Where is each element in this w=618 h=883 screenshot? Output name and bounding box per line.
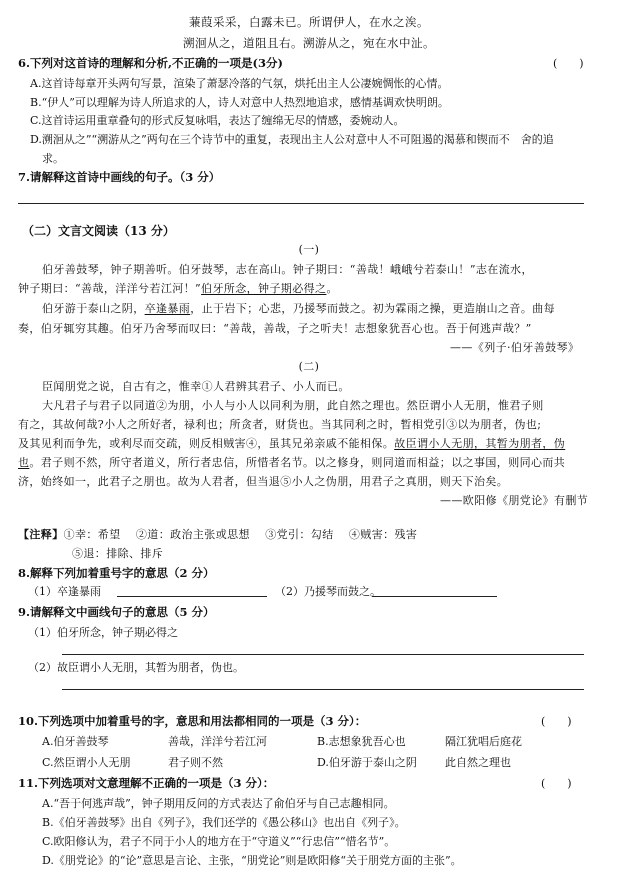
poem-line-1: 蒹葭采采，白露未已。所谓伊人，在水之涘。 <box>189 15 429 29</box>
question-11-answer-paren[interactable]: ( ) <box>541 777 572 790</box>
passage-2-para-2-line-2: 有之，其故何哉?小人之所好者，禄利也；所贪者，财货也。当其同利之时，暂相党引③以为朋者，伪也; <box>18 418 542 431</box>
question-6-answer-paren[interactable]: ( ) <box>553 57 584 70</box>
notes-line-1 <box>18 526 417 542</box>
passage-2-text: 。君子则不然，所守者道义，所行者忠信，所惜者名节。以之修身，则同道而相益；以之事国，则同心而共 <box>29 456 566 469</box>
passage-2-label: (二) <box>298 360 320 373</box>
passage-1-text-rest: ，止于岩下；心悲，乃援琴而鼓之。初为霖雨之操，更造崩山之音。曲每 <box>190 302 556 315</box>
passage-1-text-end: 。 <box>326 282 338 295</box>
question-10-option-d-left: D.伯牙游于泰山之阴 <box>317 756 417 769</box>
question-6-option-c: C.这首诗运用重章叠句的形式反复咏唱，表达了缠绵无尽的情感，委婉动人。 <box>30 114 405 127</box>
question-6-option-b: B.“伊人”可以理解为诗人所追求的人，诗人对意中人热烈地追求，感情基调欢快明朗。 <box>30 96 449 109</box>
question-11-option-d: D.《朋党论》的“论”意思是言论、主张，“朋党论”则是欧阳修“关于朋党方面的主张”。 <box>42 854 462 867</box>
notes-label: 【注释】 <box>18 528 64 541</box>
passage-2-text: 及其见利而争先，或利尽而交疏，则反相贼害④，虽其兄弟亲戚不能相保。 <box>18 437 395 450</box>
question-6-option-d-cont: 求。 <box>42 152 64 165</box>
question-10-answer-paren[interactable]: ( ) <box>541 715 572 728</box>
section-2-title: （二）文言文阅读（13 分） <box>22 224 175 238</box>
question-11-option-b: B.《伯牙善鼓琴》出自《列子》，我们还学的《愚公移山》也出自《列子》。 <box>42 816 406 829</box>
question-8-stem: 8.解释下列加着重号字的意思（2 分） <box>18 566 215 580</box>
passage-1-para-1-line-2 <box>18 280 338 296</box>
question-10-option-d-right: 此自然之理也 <box>445 756 511 769</box>
passage-1-text: 伯牙游于泰山之阴， <box>42 302 145 315</box>
passage-1-para-2-line-1 <box>42 300 555 316</box>
notes-text: ①幸：希望 ②道：政治主张或思想 ③党引：勾结 ④贼害：残害 <box>63 528 418 541</box>
question-6-option-a: A.这首诗每章开头两句写景，渲染了萧瑟冷落的气氛，烘托出主人公凄婉惆怅的心情。 <box>30 77 449 90</box>
passage-2-source: ——欧阳修《朋党论》有删节 <box>440 494 589 507</box>
question-9-item-2-answer-line[interactable] <box>62 689 584 690</box>
question-11-option-a: A.“吾于何逃声哉”，钟子期用反问的方式表达了俞伯牙与自己志趣相同。 <box>42 797 395 810</box>
passage-2-para-2-line-1: 大凡君子与君子以同道②为朋，小人与小人以同利为朋，此自然之理也。然臣谓小人无朋，惟君子则 <box>42 399 544 412</box>
notes-line-2: ⑤退：排除、排斥 <box>72 547 164 560</box>
question-7-stem: 7.请解释这首诗中画线的句子。（3 分） <box>18 170 221 184</box>
question-10-option-b-left: B.志想象犹吾心也 <box>317 735 406 748</box>
question-8-item-2: （2）乃援琴而鼓之。 <box>275 585 381 598</box>
question-9-stem: 9.请解释文中画线句子的意思（5 分） <box>18 605 215 619</box>
question-6-option-d: D.溯洄从之”“溯游从之”两句在三个诗节中的重复，表现出主人公对意中人不可阻遏的渴慕和锲而不 舍的追 <box>30 133 554 146</box>
question-8-item-1: （1）卒逢暴雨 <box>28 585 101 598</box>
passage-1-source: ——《列子·伯牙善鼓琴》 <box>450 341 580 354</box>
question-10-option-a-right: 善哉，洋洋兮若江河 <box>168 735 267 748</box>
passage-2-underlined-sentence: 故臣谓小人无朋，其暂为朋者，伪 <box>394 437 566 450</box>
question-10-option-a-left: A.伯牙善鼓琴 <box>42 735 109 748</box>
passage-2-para-2-line-3 <box>18 435 565 451</box>
question-10-stem: 10.下列选项中加着重号的字，意思和用法都相同的一项是（3 分）： <box>18 714 367 728</box>
question-9-item-1-answer-line[interactable] <box>62 654 584 655</box>
passage-1-label: (一) <box>298 243 320 256</box>
poem-line-2: 溯洄从之，道阻且右。溯游从之，宛在水中沚。 <box>183 36 435 50</box>
question-9-item-1: （1）伯牙所念，钟子期必得之 <box>28 626 178 639</box>
passage-2-para-1: 臣闻朋党之说，自古有之，惟幸①人君辨其君子、小人而已。 <box>42 380 350 393</box>
passage-2-para-2-line-4 <box>18 454 565 470</box>
question-6-stem: 6.下列对这首诗的理解和分析,不正确的一项是(3分) <box>18 56 283 70</box>
passage-1-para-1-line-1: 伯牙善鼓琴，钟子期善听。伯牙鼓琴，志在高山。钟子期曰：“善哉！峨峨兮若泰山！”志在流水， <box>42 263 533 276</box>
question-10-option-b-right: 隔江犹唱后庭花 <box>445 735 522 748</box>
passage-1-para-2-line-2: 奏，伯牙辄穷其趣。伯牙乃舍琴而叹曰：“善哉，善哉，子之听夫！志想象犹吾心也。吾于何逃声哉？” <box>18 322 532 335</box>
passage-1-emphasized-phrase: 卒逢暴雨 <box>144 302 191 315</box>
question-9-item-2: （2）故臣谓小人无朋，其暂为朋者，伪也。 <box>28 661 244 674</box>
question-8-item-2-answer-line[interactable] <box>372 596 497 597</box>
question-11-option-c: C.欧阳修认为，君子不同于小人的地方在于“守道义”“行忠信”“惜名节”。 <box>42 835 396 848</box>
question-11-stem: 11.下列选项对文意理解不正确的一项是（3 分）： <box>18 776 275 790</box>
question-7-answer-line[interactable] <box>18 203 584 204</box>
passage-2-underlined-end: 也 <box>18 456 30 469</box>
passage-1-underlined-sentence: 伯牙所念，钟子期必得之 <box>201 282 327 295</box>
passage-2-para-2-line-5: 济，始终如一，此君子之朋也。故为人君者，但当退⑤小人之伪朋，用君子之真朋，则天下治矣。 <box>18 475 509 488</box>
question-10-option-c-left: C.然臣谓小人无朋 <box>42 756 131 769</box>
passage-1-text: 钟子期曰：“善哉，洋洋兮若江河！” <box>18 282 202 295</box>
question-8-item-1-answer-line[interactable] <box>117 596 267 597</box>
question-10-option-c-right: 君子则不然 <box>168 756 223 769</box>
